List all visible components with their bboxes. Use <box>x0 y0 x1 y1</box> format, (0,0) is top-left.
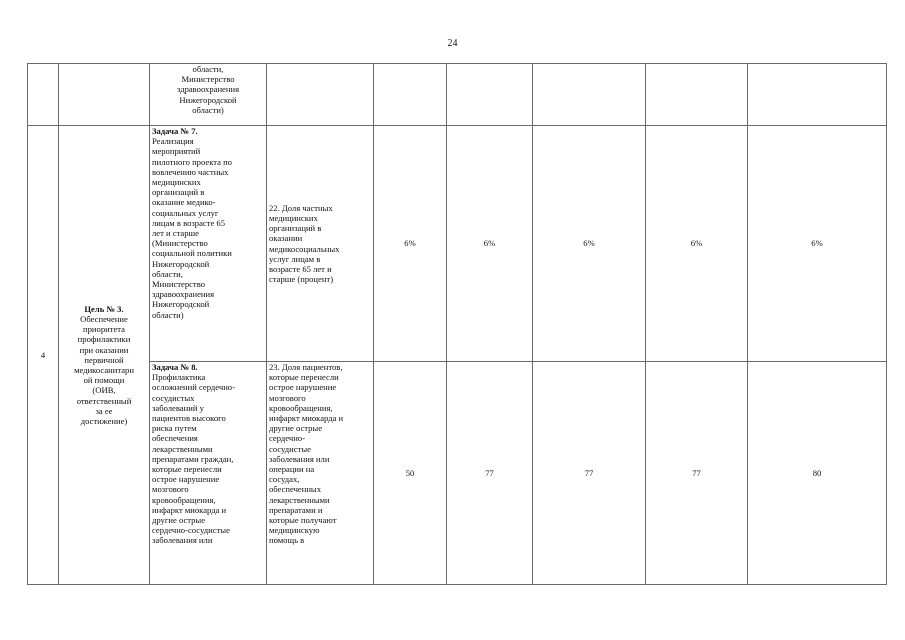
table-cell <box>28 64 59 126</box>
task-cell <box>150 126 267 362</box>
table-cell <box>748 64 887 126</box>
table-row <box>28 362 887 585</box>
page-number: 24 <box>447 38 458 49</box>
indicator-text: 23. Доля пациентов, которые перенесли острое нарушение мозгового кровообращения, инфаркт миокарда и другие острые сердечно- сосудистые заболевания или операции на сосудах, обеспеченных лекарственными препаратами и которые получают медицинскую помощь в <box>269 362 344 546</box>
table-cell <box>59 64 150 126</box>
indicator-cell <box>267 362 374 585</box>
row-index-cell <box>28 126 59 585</box>
task-text: области, Министерство здравоохранения Нижегородской области) <box>176 64 240 115</box>
value-cell: 80 <box>748 362 887 585</box>
table-cell <box>533 64 646 126</box>
goal-cell <box>59 126 150 585</box>
table-cell <box>374 64 447 126</box>
row-index: 4 <box>40 349 46 360</box>
table-row <box>28 64 887 126</box>
goal-text: Обеспечение приоритета профилактики при оказании первичной медикосанитарн ой помощи (ОИВ, ответственный за ее достижение) <box>74 313 134 427</box>
task-text: Профилактика осложнений сердечно- сосудистых заболеваний у пациентов высокого риска путем обеспечения лекарственными препаратами граждан, которые перенесли острое нарушение мозгового кровообращения, инфаркт миокарда и другие острые сердечно-сосудистые заболевания или <box>152 372 235 546</box>
value-cell: 77 <box>533 362 646 585</box>
task-cell <box>150 362 267 585</box>
value-cell: 6% <box>748 126 887 362</box>
indicator-text: 22. Доля частных медицинских организаций в оказании медикосоциальных услуг лицам в возрасте 65 лет и старше (процент) <box>269 202 340 285</box>
task-title: Задача № 8. <box>152 362 198 372</box>
table-cell <box>447 64 533 126</box>
value-cell: 6% <box>447 126 533 362</box>
value-cell: 6% <box>374 126 447 362</box>
table-row <box>28 126 887 362</box>
table-cell <box>267 64 374 126</box>
value-cell: 77 <box>447 362 533 585</box>
indicators-table <box>27 63 887 585</box>
task-cell <box>150 64 267 126</box>
task-text: Реализация мероприятий пилотного проекта по вовлечению частных медицинских организаций в оказание медико- социальных услуг лицам в возрасте 65 лет и старше (Министерство социальной политики Нижегородской области, Министерство здравоохранения Нижегородской области) <box>152 136 232 320</box>
value-cell: 77 <box>646 362 748 585</box>
value-cell: 50 <box>374 362 447 585</box>
table-cell <box>646 64 748 126</box>
indicator-cell <box>267 126 374 362</box>
task-title: Задача № 7. <box>152 126 198 136</box>
goal-title: Цель № 3. <box>84 303 124 314</box>
value-cell: 6% <box>646 126 748 362</box>
value-cell: 6% <box>533 126 646 362</box>
